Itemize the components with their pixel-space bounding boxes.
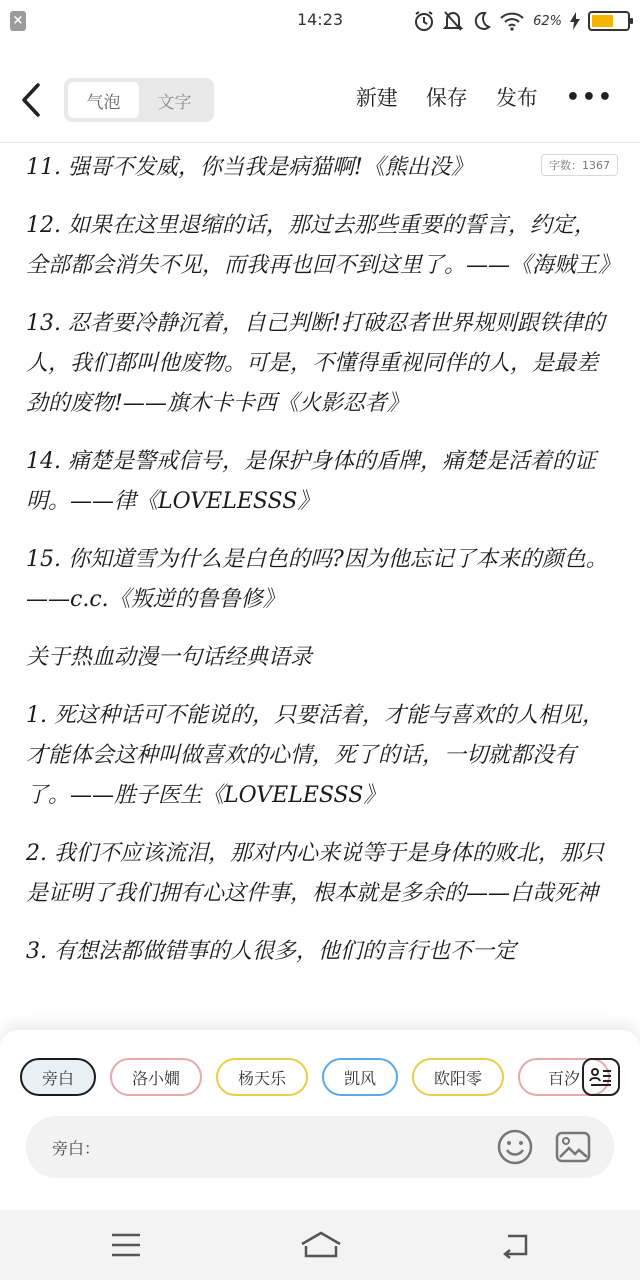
section-heading: 关于热血动漫一句话经典语录 bbox=[26, 645, 313, 670]
text-editor[interactable] bbox=[26, 148, 621, 1028]
tab-bubble[interactable]: 气泡 bbox=[68, 82, 139, 118]
dialogue-input[interactable] bbox=[26, 1116, 614, 1178]
back-icon[interactable] bbox=[498, 1228, 534, 1262]
paragraph: 12. 如果在这里退缩的话，那过去那些重要的誓言，约定，全部都会消失不见，而我再也回不到这里了。——《海贼王》 bbox=[26, 213, 621, 278]
header-divider bbox=[0, 142, 640, 143]
battery-percent: 62% bbox=[533, 13, 562, 29]
charging-icon bbox=[570, 12, 580, 30]
role-chip[interactable]: 欧阳零 bbox=[412, 1058, 504, 1096]
mute-icon bbox=[443, 10, 463, 32]
new-button[interactable]: 新建 bbox=[355, 86, 398, 110]
wifi-icon bbox=[499, 11, 525, 31]
home-icon[interactable] bbox=[300, 1228, 342, 1262]
paragraph: 3. 有想法都做错事的人很多，他们的言行也不一定 bbox=[26, 939, 516, 964]
role-list-icon[interactable] bbox=[582, 1058, 620, 1096]
paragraph: 14. 痛楚是警戒信号，是保护身体的盾牌，痛楚是活着的证明。——律《LOVELESSS》 bbox=[26, 449, 596, 514]
status-icons bbox=[413, 10, 630, 32]
menu-icon[interactable] bbox=[108, 1228, 144, 1262]
paragraph: 11. 强哥不发威，你当我是病猫啊!《熊出没》 bbox=[26, 155, 473, 180]
status-time: 14:23 bbox=[296, 10, 344, 29]
title-bar bbox=[0, 62, 640, 138]
more-icon[interactable]: ••• bbox=[565, 84, 614, 110]
status-bar bbox=[0, 0, 640, 42]
paragraph: 15. 你知道雪为什么是白色的吗?因为他忘记了本来的颜色。——c.c.《叛逆的鲁鲁修》 bbox=[26, 547, 608, 612]
role-chip-selected[interactable]: 旁白 bbox=[20, 1058, 96, 1096]
role-input-panel bbox=[0, 1030, 640, 1210]
moon-icon bbox=[471, 10, 491, 32]
header-actions bbox=[356, 82, 614, 112]
paragraph: 1. 死这种话可不能说的，只要活着，才能与喜欢的人相见，才能体会这种叫做喜欢的心情，死了的话，一切就都没有了。——胜子医生《LOVELESSS》 bbox=[26, 703, 604, 808]
back-arrow-icon[interactable] bbox=[18, 80, 48, 120]
close-icon[interactable]: × bbox=[10, 11, 26, 31]
battery-icon bbox=[588, 11, 630, 31]
image-icon[interactable] bbox=[554, 1128, 592, 1166]
paragraph: 2. 我们不应该流泪，那对内心来说等于是身体的败北，那只是证明了我们拥有心这件事，根本就是多余的——白哉死神 bbox=[26, 841, 604, 906]
emoji-icon[interactable] bbox=[496, 1128, 534, 1166]
system-nav-bar bbox=[0, 1210, 640, 1280]
paragraph: 13. 忍者要冷静沉着，自己判断!打破忍者世界规则跟铁律的人，我们都叫他废物。可是，不懂得重视同伴的人，是最差劲的废物!——旗木卡卡西《火影忍者》 bbox=[26, 311, 605, 416]
publish-button[interactable]: 发布 bbox=[495, 86, 538, 110]
role-chip[interactable]: 洛小嫺 bbox=[110, 1058, 202, 1096]
battery-fill bbox=[592, 15, 613, 27]
alarm-icon bbox=[413, 10, 435, 32]
role-chips bbox=[20, 1058, 580, 1098]
word-count-badge: 字数：1367 bbox=[541, 154, 618, 176]
input-role-label: 旁白： bbox=[52, 1139, 101, 1158]
role-chip[interactable]: 杨天乐 bbox=[216, 1058, 308, 1096]
save-button[interactable]: 保存 bbox=[425, 86, 468, 110]
tab-text[interactable]: 文字 bbox=[157, 92, 192, 113]
mode-switch bbox=[64, 78, 214, 122]
role-chip[interactable]: 凯风 bbox=[322, 1058, 398, 1096]
role-chip[interactable]: 百汐 bbox=[518, 1058, 610, 1096]
